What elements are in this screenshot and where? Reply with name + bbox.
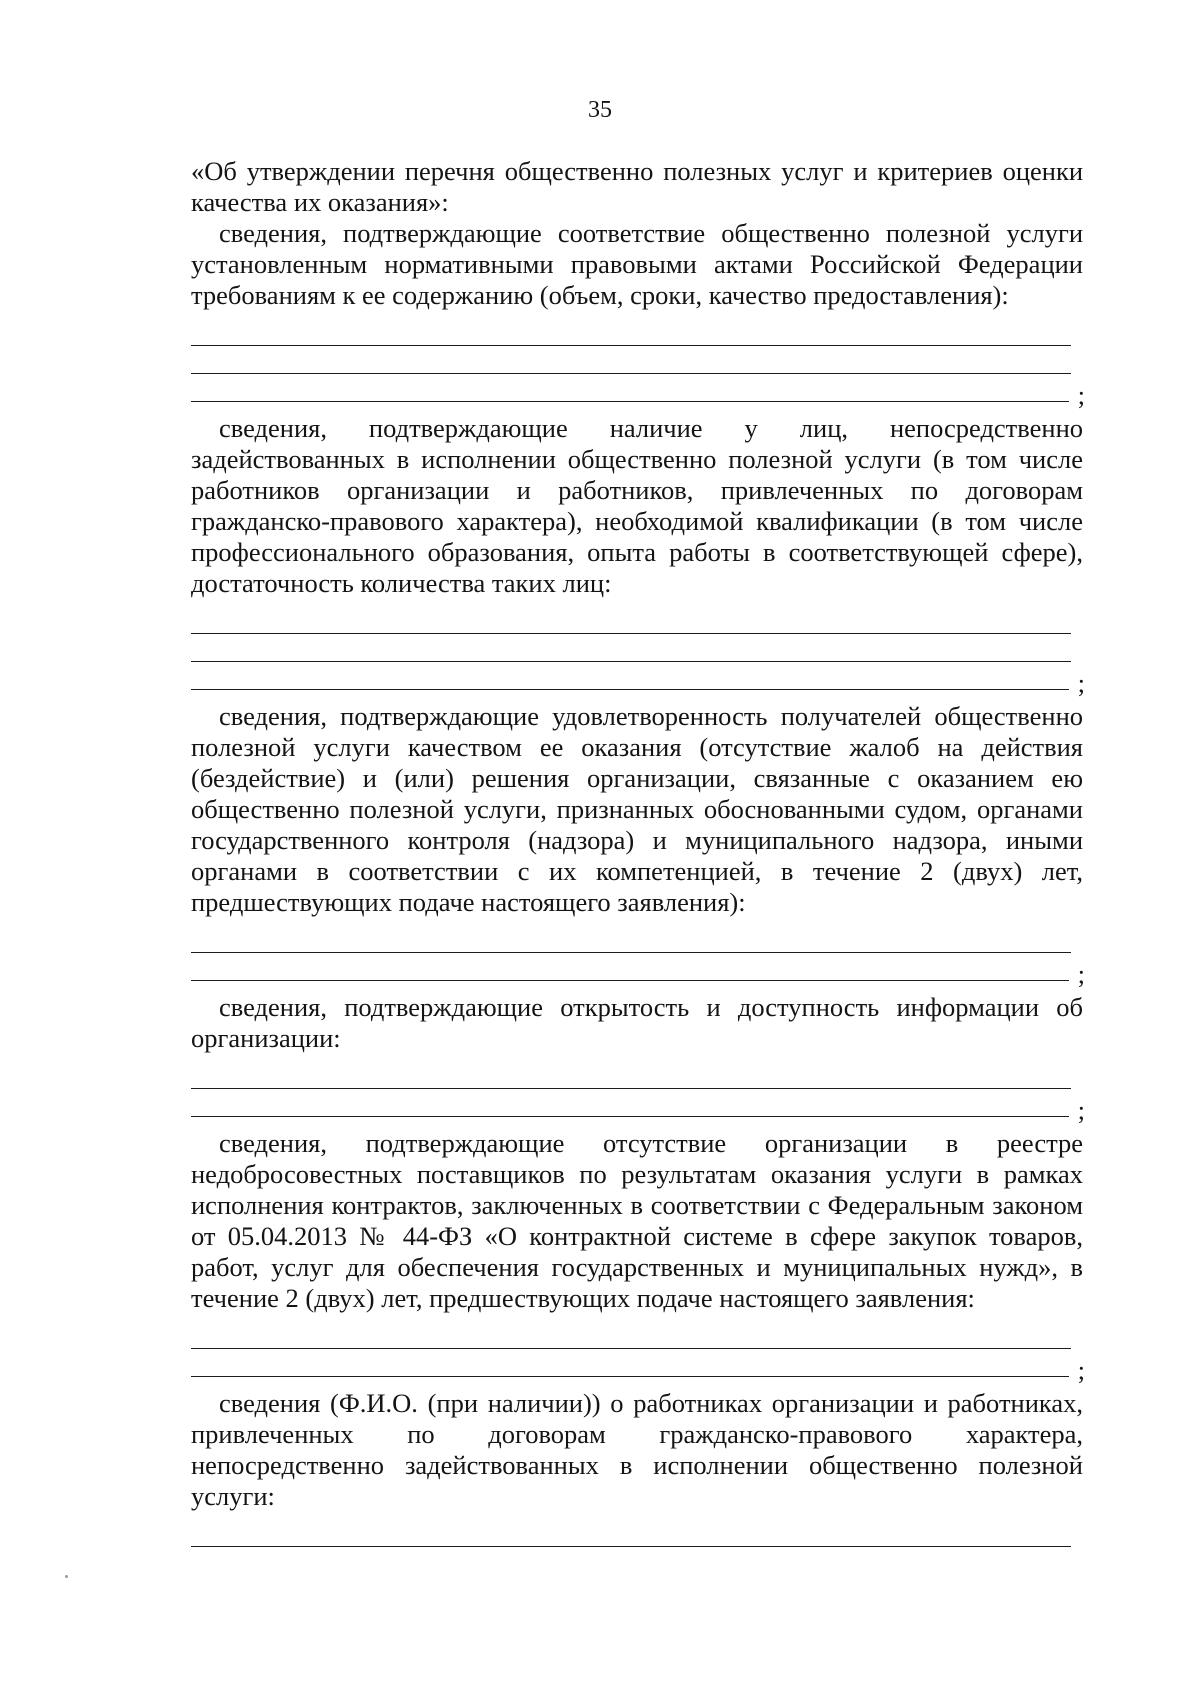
semicolon: ;: [1077, 960, 1085, 989]
blank-line: [191, 662, 1085, 698]
document-paragraph-staff-names: сведения (Ф.И.О. (при наличии)) о работниках организации и работниках, привлеченных по договорам гражданско-правового характера, непосредственно задействованных в исполнении общественно полезной услуги:: [191, 1388, 1083, 1511]
blank-line: [191, 1061, 1071, 1089]
blank-line: [191, 606, 1071, 634]
document-paragraph-staff-qualification: сведения, подтверждающие наличие у лиц, непосредственно задействованных в исполнении общественно полезной услуги (в том числе работников организации и работников, привлеченных по договорам гражданско-правового характера), необходимой квалификации (в том числе профессионального образования, опыта работы в соответствующей сфере), достаточность количества таких лиц:: [191, 413, 1083, 598]
fill-in-field-information-openness[interactable]: [191, 1061, 1085, 1125]
page-number: 35: [588, 97, 612, 123]
scan-speck: [65, 1575, 68, 1578]
document-paragraph-intro: «Об утверждении перечня общественно полезных услуг и критериев оценки качества их оказания»:: [191, 156, 1083, 217]
blank-line: [191, 374, 1085, 410]
document-paragraph-recipient-satisfaction: сведения, подтверждающие удовлетворенность получателей общественно полезной услуги качеством ее оказания (отсутствие жалоб на действия (бездействие) и (или) решения организации, связанные с оказанием ею общественно полезной услуги, признанных обоснованными судом, органами государственного контроля (надзора) и муниципального надзора, иными органами в соответствии с их компетенцией, в течение 2 (двух) лет, предшествующих подаче настоящего заявления):: [191, 701, 1083, 917]
fill-in-field-service-compliance[interactable]: [191, 318, 1085, 410]
blank-line: [191, 318, 1071, 346]
fill-in-field-recipient-satisfaction[interactable]: [191, 925, 1085, 989]
document-paragraph-information-openness: сведения, подтверждающие открытость и доступность информации об организации:: [191, 992, 1083, 1053]
blank-line: [191, 953, 1085, 989]
blank-line: [191, 925, 1071, 953]
document-paragraph-supplier-registry: сведения, подтверждающие отсутствие организации в реестре недобросовестных поставщиков по результатам оказания услуги в рамках исполнения контрактов, заключенных в соответствии с Федеральным законом от 05.04.2013 № 44-ФЗ «О контрактной системе в сфере закупок товаров, работ, услуг для обеспечения государственных и муниципальных нужд», в течение 2 (двух) лет, предшествующих подаче настоящего заявления:: [191, 1128, 1083, 1313]
fill-in-field-staff-names[interactable]: [191, 1519, 1083, 1547]
blank-line: [191, 346, 1071, 374]
semicolon: ;: [1077, 669, 1085, 698]
fill-in-field-staff-qualification[interactable]: [191, 606, 1085, 698]
semicolon: ;: [1077, 1096, 1085, 1125]
blank-line: [191, 1519, 1071, 1547]
semicolon: ;: [1077, 381, 1085, 410]
blank-line: [191, 1089, 1085, 1125]
blank-line: [191, 1321, 1071, 1349]
blank-line: [191, 1349, 1085, 1385]
fill-in-field-supplier-registry[interactable]: [191, 1321, 1085, 1385]
semicolon: ;: [1077, 1356, 1085, 1385]
blank-line: [191, 634, 1071, 662]
document-paragraph-service-compliance: сведения, подтверждающие соответствие общественно полезной услуги установленным нормативными правовыми актами Российской Федерации требованиям к ее содержанию (объем, сроки, качество предоставления):: [191, 218, 1083, 310]
document-body: [191, 156, 1083, 1558]
